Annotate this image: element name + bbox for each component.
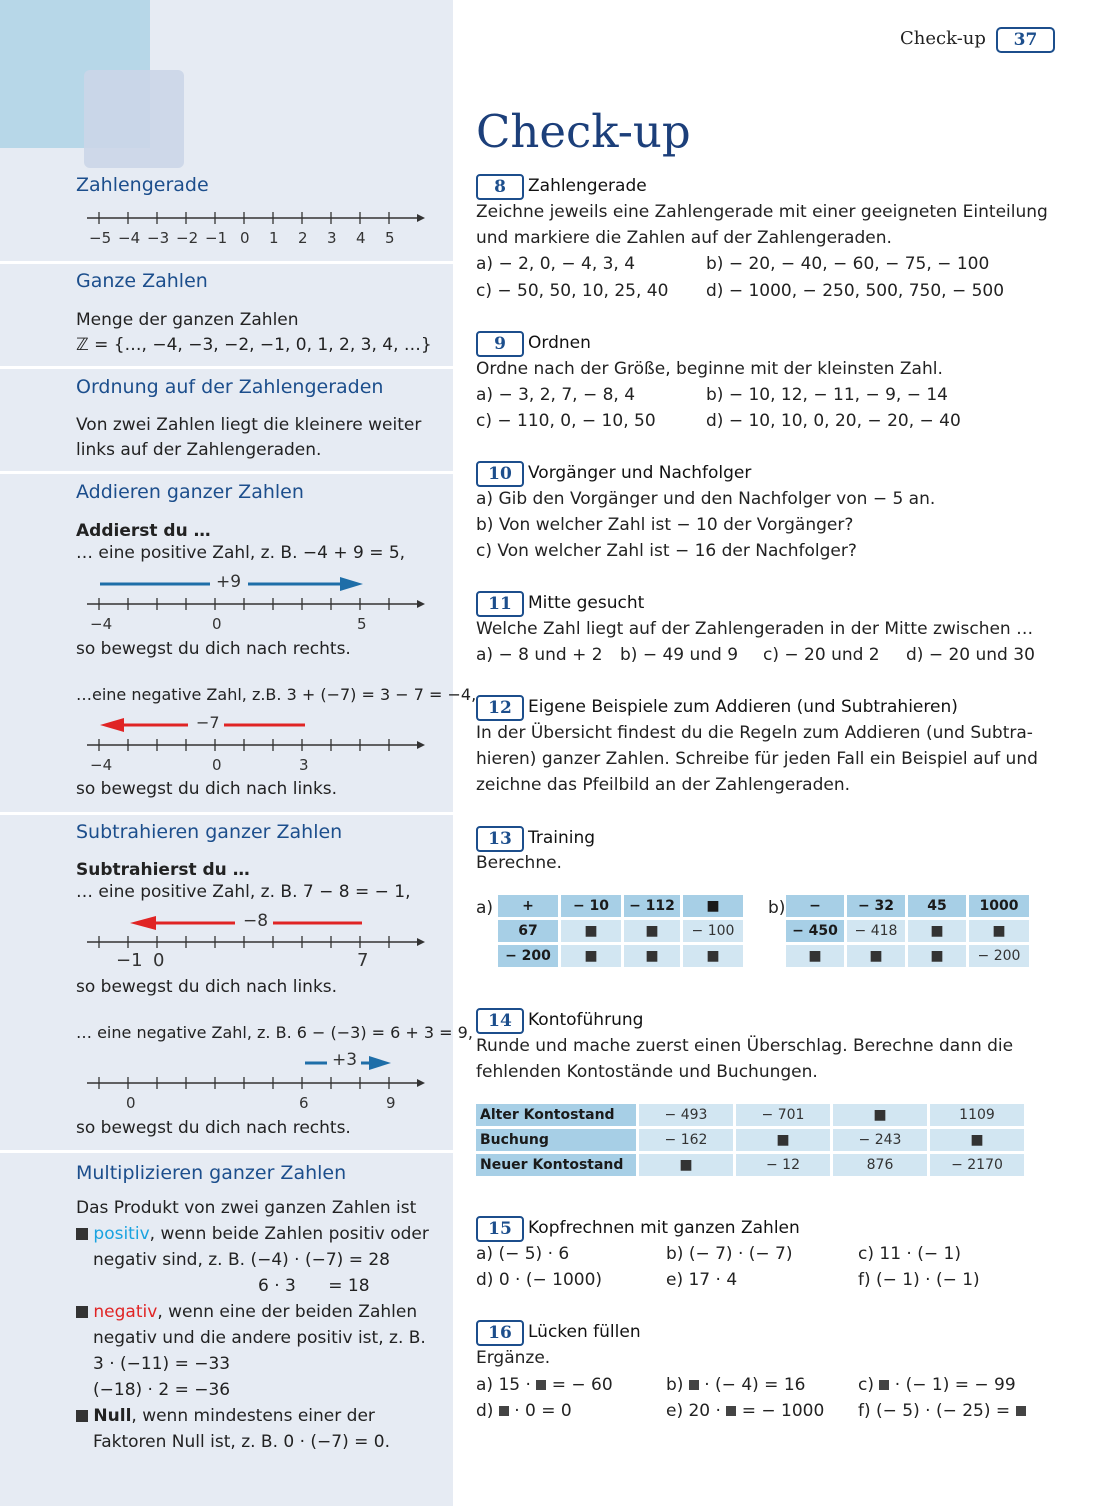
page-number: 37 — [996, 27, 1055, 53]
tick-label: 3 — [299, 756, 309, 774]
training-table-b — [783, 892, 1032, 970]
task-item: c) − 20 und 2 — [763, 645, 880, 665]
arrow-label: +9 — [216, 572, 242, 592]
table-cell: 1109 — [930, 1104, 1024, 1126]
task-item: a) Gib den Vorgänger und den Nachfolger von − 5 an. — [476, 489, 936, 509]
table-cell: ■ — [639, 1154, 733, 1176]
task-title: Eigene Beispiele zum Addieren (und Subtrahieren) — [528, 697, 958, 717]
divider — [0, 366, 453, 369]
table-cell: 876 — [833, 1154, 927, 1176]
task-item: b) Von welcher Zahl ist − 10 der Vorgänger? — [476, 515, 854, 535]
table-cell: ■ — [624, 945, 680, 967]
tick-label: 0 — [153, 950, 165, 971]
number-line — [85, 1071, 425, 1095]
task-text: In der Übersicht findest du die Regeln zum Addieren (und Subtra- — [476, 723, 1033, 743]
table-cell: − 493 — [639, 1104, 733, 1126]
sidebar-text: … eine positive Zahl, z. B. 7 − 8 = − 1, — [76, 882, 411, 902]
tick-label: −4 — [90, 756, 113, 774]
sidebar-text: … eine positive Zahl, z. B. −4 + 9 = 5, — [76, 543, 406, 563]
arrow-label: −8 — [243, 911, 269, 931]
table-cell: − 10 — [561, 895, 621, 917]
task-item: a) 15 · = − 60 — [476, 1375, 613, 1395]
task-item: f) (− 5) · (− 25) = — [858, 1401, 1026, 1421]
task-item: a) − 2, 0, − 4, 3, 4 — [476, 254, 636, 274]
task-number: 9 — [476, 331, 524, 357]
table-cell: − 162 — [639, 1129, 733, 1151]
table-cell: − 112 — [624, 895, 680, 917]
bullet-positiv: positiv, wenn beide Zahlen positiv oder — [76, 1222, 429, 1247]
table-cell: ■ — [736, 1129, 830, 1151]
table-cell: ■ — [847, 945, 905, 967]
task-title: Mitte gesucht — [528, 593, 645, 613]
sidebar-text: Das Produkt von zwei ganzen Zahlen ist — [76, 1198, 417, 1218]
sidebar-text: 3 · (−11) = −33 — [93, 1354, 231, 1374]
task-number: 16 — [476, 1320, 524, 1346]
table-label: a) — [476, 898, 494, 918]
task-title: Kopfrechnen mit ganzen Zahlen — [528, 1218, 800, 1238]
tick-label: 0 — [240, 229, 250, 247]
task-item: c) Von welcher Zahl ist − 16 der Nachfolger? — [476, 541, 857, 561]
table-cell: − 418 — [847, 920, 905, 942]
table-cell: ■ — [833, 1104, 927, 1126]
task-item: d) − 1000, − 250, 500, 750, − 500 — [706, 281, 1005, 301]
sidebar-text: so bewegst du dich nach rechts. — [76, 639, 351, 659]
task-number: 10 — [476, 461, 524, 487]
bullet-null: Null, wenn mindestens einer der — [76, 1404, 375, 1429]
task-item: b) (− 7) · (− 7) — [666, 1244, 793, 1264]
training-table-a — [495, 892, 746, 970]
task-item: a) − 3, 2, 7, − 8, 4 — [476, 385, 636, 405]
tick-label: 5 — [385, 229, 395, 247]
tick-label: −4 — [118, 229, 141, 247]
table-cell: ■ — [908, 920, 966, 942]
tick-label: 2 — [298, 229, 308, 247]
table-cell: 45 — [908, 895, 966, 917]
sidebar-text: (−18) · 2 = −36 — [93, 1380, 231, 1400]
task-text: Ergänze. — [476, 1348, 551, 1368]
task-item: c) · (− 1) = − 99 — [858, 1375, 1016, 1395]
sidebar-text: Menge der ganzen Zahlen — [76, 310, 299, 330]
table-cell: ■ — [930, 1129, 1024, 1151]
table-cell: − 32 — [847, 895, 905, 917]
sidebar-heading-subtrahieren: Subtrahieren ganzer Zahlen — [76, 821, 343, 843]
task-text: hieren) ganzer Zahlen. Schreibe für jeden Fall ein Beispiel auf und — [476, 749, 1038, 769]
task-item: b) · (− 4) = 16 — [666, 1375, 806, 1395]
tick-label: 0 — [212, 756, 222, 774]
sidebar-subheading: Subtrahierst du … — [76, 860, 250, 880]
tick-label: 3 — [327, 229, 337, 247]
bullet-icon — [76, 1306, 88, 1318]
sidebar-text: so bewegst du dich nach links. — [76, 779, 338, 799]
task-title: Ordnen — [528, 333, 591, 353]
sidebar-text: negativ sind, z. B. (−4) · (−7) = 28 — [93, 1250, 390, 1270]
table-cell: Neuer Kontostand — [476, 1154, 636, 1176]
tick-label: −1 — [116, 950, 143, 971]
arrow-label: −7 — [196, 713, 220, 732]
sidebar-text: Faktoren Null ist, z. B. 0 · (−7) = 0. — [93, 1432, 391, 1452]
divider — [0, 261, 453, 264]
sidebar-heading-zahlengerade: Zahlengerade — [76, 174, 209, 196]
table-cell: ■ — [624, 920, 680, 942]
sidebar-heading-ganze-zahlen: Ganze Zahlen — [76, 270, 208, 292]
sidebar-subheading: Addierst du … — [76, 521, 211, 541]
table-cell: − 200 — [498, 945, 558, 967]
blank-square-icon — [1016, 1406, 1026, 1416]
task-item: d) · 0 = 0 — [476, 1401, 572, 1421]
task-number: 14 — [476, 1008, 524, 1034]
table-cell: − 2170 — [930, 1154, 1024, 1176]
blank-square-icon — [536, 1380, 546, 1390]
table-cell: − — [786, 895, 844, 917]
tick-label: −4 — [90, 615, 113, 633]
table-cell: 1000 — [969, 895, 1029, 917]
sidebar-heading-addieren: Addieren ganzer Zahlen — [76, 481, 304, 503]
account-table — [473, 1101, 1027, 1179]
summary-sidebar — [0, 0, 477, 1506]
task-title: Training — [528, 828, 596, 848]
arrow-label: +3 — [332, 1050, 358, 1070]
number-line — [85, 733, 425, 757]
divider — [0, 1150, 453, 1153]
table-cell: ■ — [969, 920, 1029, 942]
task-number: 8 — [476, 174, 524, 200]
sidebar-heading-ordnung: Ordnung auf der Zahlengeraden — [76, 376, 384, 398]
task-text: Ordne nach der Größe, beginne mit der kleinsten Zahl. — [476, 359, 943, 379]
task-number: 11 — [476, 591, 524, 617]
tick-label: −3 — [147, 229, 170, 247]
table-cell: ■ — [683, 895, 743, 917]
sidebar-heading-multiplizieren: Multiplizieren ganzer Zahlen — [76, 1162, 347, 1184]
page-title: Check-up — [476, 105, 691, 158]
sidebar-text: so bewegst du dich nach rechts. — [76, 1118, 351, 1138]
table-cell: ■ — [561, 920, 621, 942]
sidebar-text: …eine negative Zahl, z.B. 3 + (−7) = 3 − 7 = −4, — [76, 685, 477, 704]
table-cell: ■ — [561, 945, 621, 967]
blank-square-icon — [726, 1406, 736, 1416]
table-cell: 67 — [498, 920, 558, 942]
table-cell: − 12 — [736, 1154, 830, 1176]
task-text: Berechne. — [476, 853, 562, 873]
tick-label: 1 — [269, 229, 279, 247]
table-cell: − 701 — [736, 1104, 830, 1126]
bullet-negativ: negativ, wenn eine der beiden Zahlen — [76, 1300, 417, 1325]
table-cell: − 200 — [969, 945, 1029, 967]
task-item: c) 11 · (− 1) — [858, 1244, 961, 1264]
divider — [0, 812, 453, 815]
task-item: d) 0 · (− 1000) — [476, 1270, 603, 1290]
bullet-icon — [76, 1410, 88, 1422]
task-number: 15 — [476, 1216, 524, 1242]
table-cell: ■ — [908, 945, 966, 967]
sidebar-text: ℤ = {…, −4, −3, −2, −1, 0, 1, 2, 3, 4, …} — [76, 335, 432, 355]
task-text: Welche Zahl liegt auf der Zahlengeraden in der Mitte zwischen … — [476, 619, 1034, 639]
divider — [0, 471, 453, 474]
task-text: Zeichne jeweils eine Zahlengerade mit einer geeigneten Einteilung — [476, 202, 1048, 222]
table-cell: Alter Kontostand — [476, 1104, 636, 1126]
sidebar-text: Von zwei Zahlen liegt die kleinere weiter — [76, 415, 422, 435]
tick-label: 4 — [356, 229, 366, 247]
task-item: f) (− 1) · (− 1) — [858, 1270, 980, 1290]
task-item: e) 20 · = − 1000 — [666, 1401, 825, 1421]
task-title: Lücken füllen — [528, 1322, 641, 1342]
table-label: b) — [768, 898, 786, 918]
task-title: Kontoführung — [528, 1010, 644, 1030]
task-item: c) − 50, 50, 10, 25, 40 — [476, 281, 669, 301]
task-number: 12 — [476, 695, 524, 721]
task-title: Zahlengerade — [528, 176, 647, 196]
sidebar-text: … eine negative Zahl, z. B. 6 − (−3) = 6 + 3 = 9, — [76, 1023, 473, 1042]
tick-label: −5 — [89, 229, 112, 247]
task-text: fehlenden Kontostände und Buchungen. — [476, 1062, 818, 1082]
task-item: c) − 110, 0, − 10, 50 — [476, 411, 656, 431]
tick-label: 6 — [299, 1094, 309, 1112]
table-cell: − 450 — [786, 920, 844, 942]
tick-label: 9 — [386, 1094, 396, 1112]
number-line — [85, 592, 425, 616]
sidebar-text: links auf der Zahlengeraden. — [76, 440, 322, 460]
tick-label: 5 — [357, 615, 367, 633]
task-item: a) (− 5) · 6 — [476, 1244, 570, 1264]
task-title: Vorgänger und Nachfolger — [528, 463, 752, 483]
table-cell: Buchung — [476, 1129, 636, 1151]
task-item: a) − 8 und + 2 — [476, 645, 603, 665]
decor-square-2 — [84, 70, 184, 168]
task-item: b) − 10, 12, − 11, − 9, − 14 — [706, 385, 948, 405]
task-text: zeichne das Pfeilbild an der Zahlengeraden. — [476, 775, 851, 795]
table-cell: ■ — [786, 945, 844, 967]
sidebar-text: so bewegst du dich nach links. — [76, 977, 338, 997]
blank-square-icon — [879, 1380, 889, 1390]
task-item: b) − 49 und 9 — [620, 645, 739, 665]
bullet-icon — [76, 1228, 88, 1240]
table-cell: + — [498, 895, 558, 917]
tick-label: −2 — [176, 229, 199, 247]
task-item: d) − 20 und 30 — [906, 645, 1035, 665]
task-text: Runde und mache zuerst einen Überschlag. Berechne dann die — [476, 1036, 1014, 1056]
tick-label: −1 — [205, 229, 228, 247]
tick-label: 0 — [212, 615, 222, 633]
task-item: d) − 10, 10, 0, 20, − 20, − 40 — [706, 411, 961, 431]
blank-square-icon — [689, 1380, 699, 1390]
sidebar-text: negativ und die andere positiv ist, z. B. — [93, 1328, 426, 1348]
table-cell: − 243 — [833, 1129, 927, 1151]
task-item: b) − 20, − 40, − 60, − 75, − 100 — [706, 254, 990, 274]
tick-label: 7 — [357, 950, 369, 971]
sidebar-text: 6 · 3 = 18 — [258, 1276, 370, 1296]
task-text: und markiere die Zahlen auf der Zahlengeraden. — [476, 228, 892, 248]
task-number: 13 — [476, 826, 524, 852]
blank-square-icon — [499, 1406, 509, 1416]
table-cell: − 100 — [683, 920, 743, 942]
task-item: e) 17 · 4 — [666, 1270, 738, 1290]
header-label: Check-up — [900, 28, 986, 49]
tick-label: 0 — [126, 1094, 136, 1112]
table-cell: ■ — [683, 945, 743, 967]
